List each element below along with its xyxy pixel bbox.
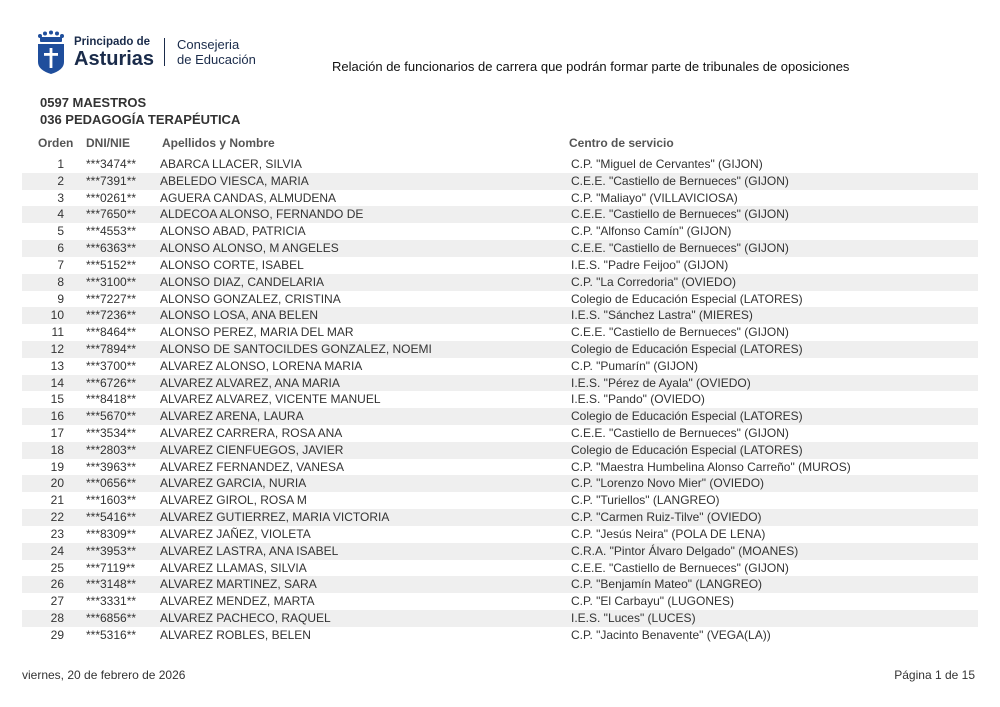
row-orden: 28: [50, 610, 64, 625]
row-orden: 29: [50, 627, 64, 642]
row-nombre: ALVAREZ ALVAREZ, ANA MARIA: [160, 375, 340, 390]
row-orden: 18: [50, 442, 64, 457]
row-orden: 5: [57, 224, 64, 239]
row-orden: 25: [50, 560, 64, 575]
row-dni: ***8309**: [86, 526, 137, 541]
table-row: [22, 627, 978, 644]
table-row: [22, 173, 978, 190]
row-centro: I.E.S. "Padre Feijoo" (GIJON): [571, 257, 729, 272]
row-dni: ***7391**: [86, 173, 137, 188]
table-row: [22, 291, 978, 308]
row-centro: C.P. "Jacinto Benavente" (VEGA(LA)): [571, 627, 771, 642]
row-nombre: ALVAREZ LLAMAS, SILVIA: [160, 560, 307, 575]
row-dni: ***3953**: [86, 543, 137, 558]
row-dni: ***3148**: [86, 577, 137, 592]
row-nombre: ALVAREZ GUTIERREZ, MARIA VICTORIA: [160, 510, 390, 525]
row-orden: 7: [57, 257, 64, 272]
row-centro: I.E.S. "Pérez de Ayala" (OVIEDO): [571, 375, 751, 390]
cuerpo-heading: 0597 MAESTROS: [40, 95, 147, 110]
row-nombre: ALVAREZ MENDEZ, MARTA: [160, 594, 315, 609]
row-dni: ***6726**: [86, 375, 137, 390]
row-nombre: ALVAREZ GIROL, ROSA M: [160, 493, 307, 508]
row-orden: 22: [50, 510, 64, 525]
row-orden: 2: [57, 173, 64, 188]
row-centro: Colegio de Educación Especial (LATORES): [571, 291, 803, 306]
row-centro: C.P. "Alfonso Camín" (GIJON): [571, 224, 732, 239]
row-centro: C.E.E. "Castiello de Bernueces" (GIJON): [571, 241, 789, 256]
row-nombre: ALONSO DIAZ, CANDELARIA: [160, 274, 325, 289]
column-header-nombre: Apellidos y Nombre: [162, 136, 275, 150]
row-centro: I.E.S. "Pando" (OVIEDO): [571, 392, 705, 407]
row-dni: ***4553**: [86, 224, 137, 239]
row-nombre: ALVAREZ LASTRA, ANA ISABEL: [160, 543, 339, 558]
row-centro: C.E.E. "Castiello de Bernueces" (GIJON): [571, 560, 789, 575]
row-centro: C.P. "La Corredoria" (OVIEDO): [571, 274, 737, 289]
row-centro: I.E.S. "Luces" (LUCES): [571, 610, 696, 625]
row-orden: 17: [50, 426, 64, 440]
table-row: [22, 442, 978, 459]
row-dni: ***5670**: [86, 409, 137, 424]
row-nombre: ALVAREZ ARENA, LAURA: [160, 409, 304, 424]
row-dni: ***7650**: [86, 207, 137, 222]
row-nombre: ALONSO ALONSO, M ANGELES: [160, 241, 339, 256]
row-dni: ***7227**: [86, 291, 137, 306]
footer-page-number: Página 1 de 15: [894, 668, 975, 682]
row-nombre: AGUERA CANDAS, ALMUDENA: [160, 190, 337, 205]
row-centro: C.P. "Turiellos" (LANGREO): [571, 493, 720, 508]
consejeria-line1: Consejeria: [177, 37, 240, 52]
row-orden: 12: [50, 341, 64, 356]
table-row: [22, 190, 978, 207]
row-nombre: ALVAREZ ALVAREZ, VICENTE MANUEL: [160, 392, 381, 407]
table-row: [22, 475, 978, 492]
row-nombre: ALVAREZ ROBLES, BELEN: [160, 627, 311, 642]
row-orden: 20: [50, 476, 64, 491]
row-orden: 14: [50, 375, 64, 390]
row-centro: Colegio de Educación Especial (LATORES): [571, 442, 803, 457]
table-row: [22, 391, 978, 408]
row-orden: 21: [50, 493, 64, 508]
row-orden: 24: [50, 543, 64, 558]
row-orden: 6: [57, 241, 64, 256]
row-dni: ***5152**: [86, 257, 137, 272]
row-centro: C.P. "Carmen Ruiz-Tilve" (OVIEDO): [571, 510, 762, 525]
table-row: [22, 560, 978, 577]
row-dni: ***3331**: [86, 594, 137, 609]
row-nombre: ALONSO LOSA, ANA BELEN: [160, 308, 319, 323]
row-orden: 27: [50, 594, 64, 609]
row-dni: ***5316**: [86, 627, 137, 642]
consejeria-line2: de Educación: [177, 52, 256, 67]
row-orden: 23: [50, 526, 64, 541]
row-dni: ***3100**: [86, 274, 137, 289]
row-nombre: ABARCA LLACER, SILVIA: [160, 157, 302, 171]
column-header-orden: Orden: [38, 136, 74, 150]
table-row: [22, 526, 978, 543]
row-nombre: ALVAREZ MARTINEZ, SARA: [160, 577, 317, 592]
table-row: [22, 375, 978, 392]
table-row: [22, 156, 978, 173]
logo-divider: [164, 38, 165, 66]
row-dni: ***0261**: [86, 190, 137, 205]
row-nombre: ALONSO CORTE, ISABEL: [160, 257, 304, 272]
row-nombre: ALVAREZ CIENFUEGOS, JAVIER: [160, 442, 344, 457]
row-nombre: ALONSO PEREZ, MARIA DEL MAR: [160, 325, 354, 340]
logo-line2: Asturias: [74, 48, 155, 71]
row-centro: C.P. "Maestra Humbelina Alonso Carreño" (MUROS): [571, 459, 851, 474]
table-row: [22, 408, 978, 425]
row-centro: C.P. "Maliayo" (VILLAVICIOSA): [571, 190, 738, 205]
table-row: [22, 543, 978, 560]
row-dni: ***7236**: [86, 308, 137, 323]
row-centro: C.P. "Miguel de Cervantes" (GIJON): [571, 157, 763, 171]
row-dni: ***6363**: [86, 241, 137, 256]
table-row: [22, 593, 978, 610]
column-header-dni: DNI/NIE: [86, 136, 131, 150]
row-nombre: ALVAREZ FERNANDEZ, VANESA: [160, 459, 345, 474]
row-nombre: ALVAREZ ALONSO, LORENA MARIA: [160, 358, 363, 373]
row-dni: ***1603**: [86, 493, 137, 508]
row-orden: 11: [51, 325, 64, 340]
row-dni: ***0656**: [86, 476, 137, 491]
table-row: [22, 459, 978, 476]
document-title: Relación de funcionarios de carrera que podrán formar parte de tribunales de oposiciones: [332, 59, 850, 74]
row-orden: 1: [57, 157, 64, 171]
row-orden: 4: [57, 207, 64, 222]
row-centro: C.E.E. "Castiello de Bernueces" (GIJON): [571, 207, 789, 222]
row-nombre: ALVAREZ CARRERA, ROSA ANA: [160, 426, 343, 440]
row-centro: C.E.E. "Castiello de Bernueces" (GIJON): [571, 426, 789, 440]
row-dni: ***3534**: [86, 426, 137, 440]
table-row: [22, 341, 978, 358]
row-dni: ***6856**: [86, 610, 137, 625]
row-centro: C.E.E. "Castiello de Bernueces" (GIJON): [571, 325, 789, 340]
table-row: [22, 509, 978, 526]
table-row: [22, 240, 978, 257]
row-dni: ***8464**: [86, 325, 137, 340]
row-dni: ***2803**: [86, 442, 137, 457]
asturias-shield-icon: [36, 30, 66, 74]
row-dni: ***5416**: [86, 510, 137, 525]
table-row: [22, 425, 978, 442]
row-nombre: ALVAREZ GARCIA, NURIA: [160, 476, 307, 491]
table-row: [22, 223, 978, 240]
row-orden: 3: [57, 190, 64, 205]
row-centro: I.E.S. "Sánchez Lastra" (MIERES): [571, 308, 753, 323]
row-centro: Colegio de Educación Especial (LATORES): [571, 341, 803, 356]
row-centro: C.P. "El Carbayu" (LUGONES): [571, 594, 735, 609]
row-orden: 13: [50, 358, 64, 373]
row-dni: ***3700**: [86, 358, 137, 373]
row-nombre: ALONSO ABAD, PATRICIA: [160, 224, 306, 239]
row-nombre: ALONSO GONZALEZ, CRISTINA: [160, 291, 341, 306]
row-centro: C.P. "Pumarín" (GIJON): [571, 358, 698, 373]
row-orden: 15: [50, 392, 64, 407]
table-row: [22, 576, 978, 593]
row-centro: C.P. "Jesús Neira" (POLA DE LENA): [571, 526, 766, 541]
row-nombre: ALVAREZ PACHECO, RAQUEL: [160, 610, 331, 625]
row-nombre: ALVAREZ JAÑEZ, VIOLETA: [160, 526, 311, 541]
table-row: [22, 358, 978, 375]
table-row: [22, 257, 978, 274]
row-nombre: ABELEDO VIESCA, MARIA: [160, 173, 309, 188]
row-dni: ***7119**: [86, 560, 136, 575]
table-row: [22, 307, 978, 324]
row-orden: 9: [57, 291, 64, 306]
row-dni: ***3963**: [86, 459, 137, 474]
row-orden: 8: [57, 274, 64, 289]
column-header-centro: Centro de servicio: [569, 136, 674, 150]
table-row: [22, 324, 978, 341]
row-centro: C.P. "Benjamín Mateo" (LANGREO): [571, 577, 763, 592]
row-orden: 26: [50, 577, 64, 592]
row-orden: 10: [50, 308, 64, 323]
row-centro: Colegio de Educación Especial (LATORES): [571, 409, 803, 424]
row-dni: ***3474**: [86, 157, 137, 171]
row-orden: 16: [50, 409, 64, 424]
table-row: [22, 274, 978, 291]
principado-asturias-logo: [36, 30, 256, 74]
footer-date: viernes, 20 de febrero de 2026: [22, 668, 186, 682]
row-dni: ***7894**: [86, 341, 137, 356]
row-orden: 19: [50, 459, 64, 474]
row-dni: ***8418**: [86, 392, 137, 407]
table-row: [22, 206, 978, 223]
row-centro: C.E.E. "Castiello de Bernueces" (GIJON): [571, 173, 789, 188]
row-centro: C.R.A. "Pintor Álvaro Delgado" (MOANES): [571, 543, 799, 558]
row-centro: C.P. "Lorenzo Novo Mier" (OVIEDO): [571, 476, 765, 491]
especialidad-heading: 036 PEDAGOGÍA TERAPÉUTICA: [40, 112, 241, 127]
row-nombre: ALDECOA ALONSO, FERNANDO DE: [160, 207, 364, 222]
funcionarios-table: [22, 156, 978, 644]
table-row: [22, 492, 978, 509]
logo-line1: Principado de: [74, 35, 151, 48]
table-row: [22, 610, 978, 627]
row-nombre: ALONSO DE SANTOCILDES GONZALEZ, NOEMI: [160, 341, 432, 356]
